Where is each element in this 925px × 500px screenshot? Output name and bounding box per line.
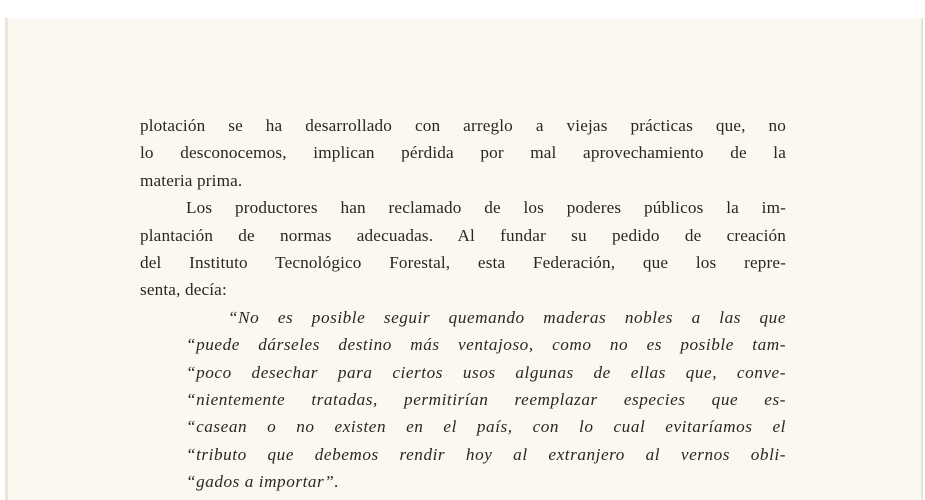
paragraph-line: plantación de normas adecuadas. Al fundar su pedido de creación (140, 225, 786, 245)
paragraph-line: lo desconocemos, implican pérdida por mal aprovechamiento de la (140, 143, 786, 163)
quote-line: “tributo que debemos rendir hoy al extranjero al vernos obli- (186, 444, 786, 464)
paragraph-line: plotación se ha desarrollado con arreglo a viejas prácticas que, no (140, 116, 786, 135)
quote-line: “No es posible seguir quemando maderas nobles a las que (228, 307, 786, 327)
quote-line: “nientemente tratadas, permitirían reemplazar especies que es- (186, 390, 786, 410)
quote-line: “puede dárseles destino más ventajoso, como no es posible tam- (186, 335, 786, 355)
quote-line: “poco desechar para ciertos usos algunas de ellas que, conve- (186, 362, 786, 382)
paragraph-line: del Instituto Tecnológico Forestal, esta Federación, que los repre- (140, 253, 786, 273)
quote-line: “gados a importar”. (186, 472, 340, 492)
paragraph-line: senta, decía: (140, 280, 227, 300)
quote-line: “casean o no existen en el país, con lo cual evitaríamos el (186, 417, 786, 437)
page-text (140, 112, 786, 496)
paragraph-line: Los productores han reclamado de los poderes públicos la im- (186, 198, 786, 218)
paragraph-line: materia prima. (140, 170, 243, 190)
